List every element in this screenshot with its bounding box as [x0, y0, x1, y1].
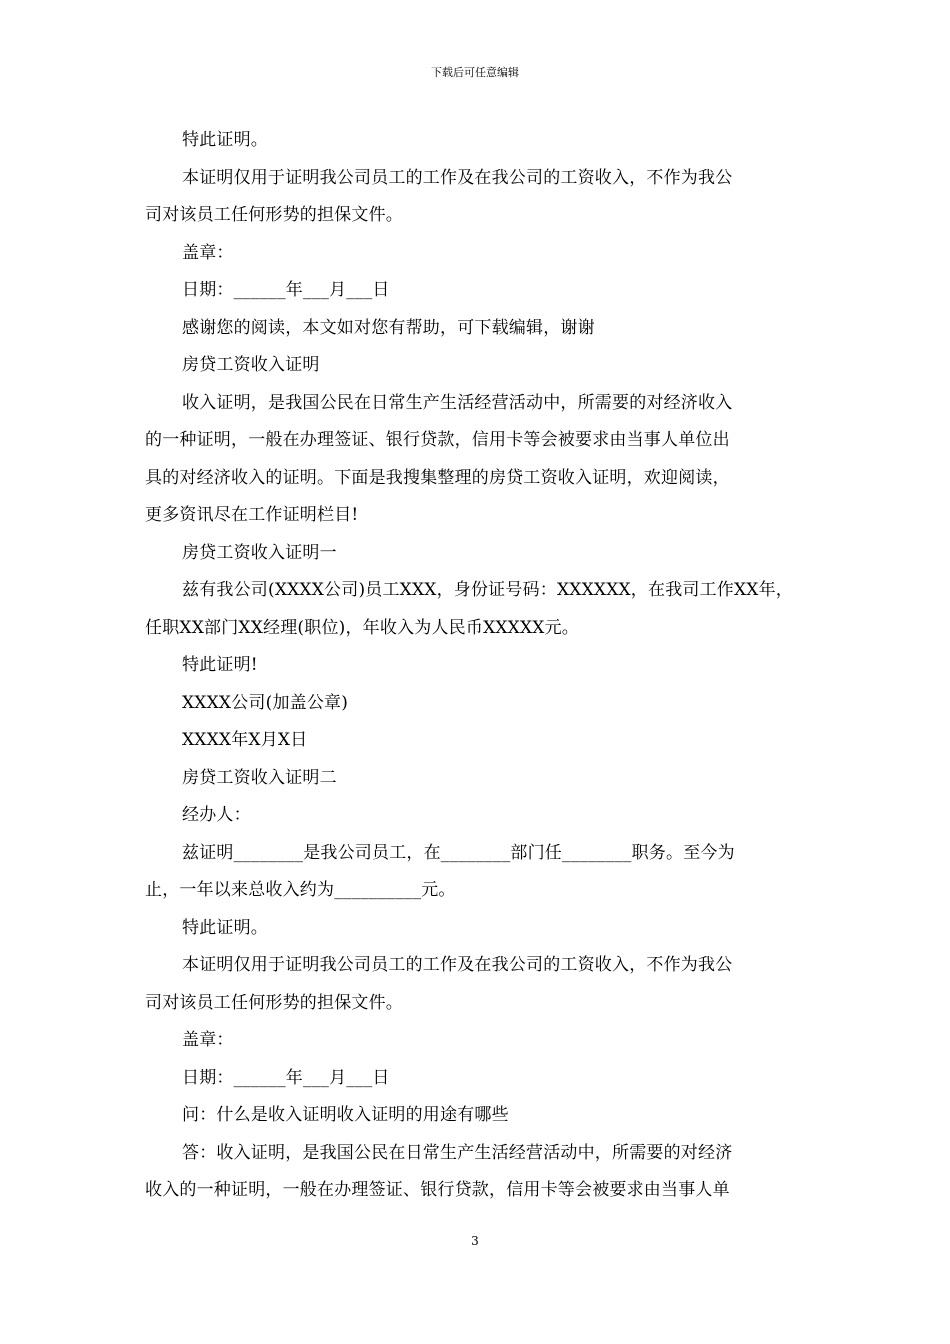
text-line: 止，一年以来总收入约为__________元。 [145, 880, 456, 900]
text-line: 经办人： [182, 805, 251, 825]
text-line: 任职XX部门XX经理(职位)，年收入为人民币XXXXX元。 [145, 617, 579, 638]
text-line: 盖章： [182, 1030, 234, 1050]
text-line: 本证明仅用于证明我公司员工的工作及在我公司的工资收入，不作为我公 [182, 955, 733, 975]
text-line: 房贷工资收入证明一 [182, 542, 337, 563]
text-line: 特此证明。 [182, 917, 268, 938]
text-line: XXXX年X月X日 [182, 730, 308, 750]
text-line: 的一种证明，一般在办理签证、银行贷款，信用卡等会被要求由当事人单位出 [145, 430, 730, 450]
text-line: 特此证明! [182, 655, 258, 675]
text-line: 日期：______年___月___日 [182, 280, 390, 300]
text-line: 兹证明________是我公司员工，在________部门任________职务。至今为 [182, 842, 735, 863]
text-line: 特此证明。 [182, 130, 268, 150]
text-line: XXXX公司(加盖公章) [182, 692, 349, 713]
text-line: 问：什么是收入证明收入证明的用途有哪些 [182, 1105, 509, 1125]
text-line: 本证明仅用于证明我公司员工的工作及在我公司的工资收入，不作为我公 [182, 167, 733, 188]
text-line: 房贷工资收入证明 [182, 355, 320, 375]
text-line: 盖章： [182, 242, 234, 263]
page-header: 下载后可任意编辑 [431, 66, 519, 79]
text-line: 司对该员工任何形势的担保文件。 [145, 992, 403, 1013]
text-line: 司对该员工任何形势的担保文件。 [145, 205, 403, 225]
text-line: 房贷工资收入证明二 [182, 767, 337, 788]
text-line: 日期：______年___月___日 [182, 1067, 390, 1088]
page-number: 3 [471, 1234, 479, 1248]
text-line: 感谢您的阅读，本文如对您有帮助，可下载编辑，谢谢 [182, 317, 595, 338]
text-line: 兹有我公司(XXXX公司)员工XXX，身份证号码：XXXXXX，在我司工作XX年， [182, 580, 794, 600]
text-line: 收入证明，是我国公民在日常生产生活经营活动中，所需要的对经济收入 [182, 392, 733, 413]
text-line: 答：收入证明，是我国公民在日常生产生活经营活动中，所需要的对经济 [182, 1142, 733, 1163]
document-body [145, 122, 805, 1210]
text-line: 具的对经济收入的证明。下面是我搜集整理的房贷工资收入证明，欢迎阅读， [145, 467, 730, 488]
text-line: 更多资讯尽在工作证明栏目! [145, 505, 359, 525]
text-line: 收入的一种证明，一般在办理签证、银行贷款，信用卡等会被要求由当事人单 [145, 1180, 730, 1200]
